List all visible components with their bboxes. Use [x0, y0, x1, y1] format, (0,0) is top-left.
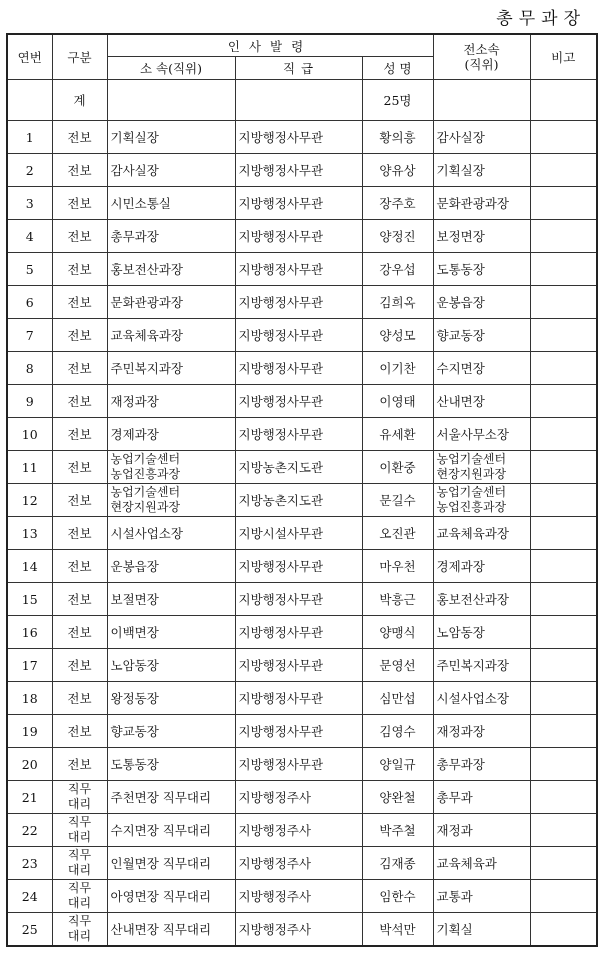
- row-previous: 보정면장: [433, 220, 530, 253]
- row-type: 직무 대리: [52, 781, 107, 814]
- row-name: 이기찬: [362, 352, 433, 385]
- row-grade: 지방행정사무관: [235, 121, 362, 154]
- row-number: 25: [7, 913, 52, 947]
- row-type: 전보: [52, 715, 107, 748]
- col-type-header: 구분: [52, 34, 107, 80]
- row-name: 양유상: [362, 154, 433, 187]
- row-affiliation: 교육체육과장: [107, 319, 235, 352]
- row-type: 전보: [52, 484, 107, 517]
- col-no-header: 연번: [7, 34, 52, 80]
- row-grade: 지방행정주사: [235, 781, 362, 814]
- row-affiliation: 이백면장: [107, 616, 235, 649]
- row-affiliation: 주천면장 직무대리: [107, 781, 235, 814]
- table-row: [7, 814, 597, 847]
- row-type: 전보: [52, 187, 107, 220]
- col-remark-header: 비고: [530, 34, 597, 80]
- total-row: [7, 80, 597, 121]
- row-previous: 문화관광과장: [433, 187, 530, 220]
- row-affiliation: 주민복지과장: [107, 352, 235, 385]
- row-previous: 경제과장: [433, 550, 530, 583]
- table-row: [7, 484, 597, 517]
- row-affiliation: 시설사업소장: [107, 517, 235, 550]
- row-remark: [530, 517, 597, 550]
- row-affiliation: 인월면장 직무대리: [107, 847, 235, 880]
- table-row: [7, 715, 597, 748]
- row-grade: 지방행정사무관: [235, 649, 362, 682]
- personnel-table: [6, 33, 598, 947]
- row-remark: [530, 451, 597, 484]
- row-affiliation: 재정과장: [107, 385, 235, 418]
- row-name: 임한수: [362, 880, 433, 913]
- table-row: [7, 253, 597, 286]
- row-type: 전보: [52, 121, 107, 154]
- row-number: 9: [7, 385, 52, 418]
- table-row: [7, 781, 597, 814]
- row-previous: 기획실: [433, 913, 530, 947]
- col-appointment-header: 인사발령: [107, 34, 433, 57]
- row-affiliation: 총무과장: [107, 220, 235, 253]
- row-number: 15: [7, 583, 52, 616]
- col-previous-header: 전소속 (직위): [433, 34, 530, 80]
- row-affiliation: 노암동장: [107, 649, 235, 682]
- row-type: 전보: [52, 220, 107, 253]
- row-remark: [530, 715, 597, 748]
- row-type: 전보: [52, 319, 107, 352]
- row-grade: 지방행정사무관: [235, 682, 362, 715]
- col-name-header: 성 명: [362, 57, 433, 80]
- row-type: 전보: [52, 352, 107, 385]
- table-row: [7, 451, 597, 484]
- row-name: 유세환: [362, 418, 433, 451]
- row-number: 13: [7, 517, 52, 550]
- row-name: 김희옥: [362, 286, 433, 319]
- row-previous: 농업기술센터 농업진흥과장: [433, 484, 530, 517]
- table-row: [7, 616, 597, 649]
- row-type: 직무 대리: [52, 913, 107, 947]
- row-number: 12: [7, 484, 52, 517]
- table-row: [7, 748, 597, 781]
- row-number: 10: [7, 418, 52, 451]
- row-previous: 총무과: [433, 781, 530, 814]
- row-type: 전보: [52, 286, 107, 319]
- row-number: 6: [7, 286, 52, 319]
- row-type: 전보: [52, 418, 107, 451]
- row-number: 5: [7, 253, 52, 286]
- row-remark: [530, 649, 597, 682]
- table-row: [7, 913, 597, 947]
- row-grade: 지방행정사무관: [235, 385, 362, 418]
- row-name: 김재종: [362, 847, 433, 880]
- table-row: [7, 418, 597, 451]
- row-number: 18: [7, 682, 52, 715]
- table-row: [7, 187, 597, 220]
- row-name: 박석만: [362, 913, 433, 947]
- row-remark: [530, 748, 597, 781]
- row-number: 7: [7, 319, 52, 352]
- row-type: 전보: [52, 253, 107, 286]
- table-row: [7, 583, 597, 616]
- row-number: 21: [7, 781, 52, 814]
- row-name: 박흥근: [362, 583, 433, 616]
- row-name: 이영태: [362, 385, 433, 418]
- row-grade: 지방행정사무관: [235, 220, 362, 253]
- row-remark: [530, 187, 597, 220]
- row-type: 직무 대리: [52, 847, 107, 880]
- row-name: 장주호: [362, 187, 433, 220]
- department-title: 총무과장: [496, 9, 586, 29]
- row-name: 양맹식: [362, 616, 433, 649]
- row-number: 16: [7, 616, 52, 649]
- row-grade: 지방행정주사: [235, 913, 362, 947]
- row-grade: 지방행정사무관: [235, 154, 362, 187]
- row-previous: 주민복지과장: [433, 649, 530, 682]
- row-type: 전보: [52, 385, 107, 418]
- row-remark: [530, 913, 597, 947]
- table-row: [7, 352, 597, 385]
- row-grade: 지방행정사무관: [235, 319, 362, 352]
- row-remark: [530, 121, 597, 154]
- row-grade: 지방행정사무관: [235, 583, 362, 616]
- row-affiliation: 기획실장: [107, 121, 235, 154]
- row-name: 양정진: [362, 220, 433, 253]
- row-previous: 도통동장: [433, 253, 530, 286]
- table-row: [7, 682, 597, 715]
- row-grade: 지방행정사무관: [235, 616, 362, 649]
- row-grade: 지방시설사무관: [235, 517, 362, 550]
- col-grade-header: 직 급: [235, 57, 362, 80]
- row-type: 전보: [52, 649, 107, 682]
- row-affiliation: 왕정동장: [107, 682, 235, 715]
- row-type: 전보: [52, 583, 107, 616]
- row-previous: 노암동장: [433, 616, 530, 649]
- row-remark: [530, 220, 597, 253]
- table-row: [7, 517, 597, 550]
- total-count: 25명: [362, 80, 433, 121]
- row-number: 22: [7, 814, 52, 847]
- row-grade: 지방농촌지도관: [235, 451, 362, 484]
- table-row: [7, 649, 597, 682]
- row-affiliation: 보절면장: [107, 583, 235, 616]
- row-number: 17: [7, 649, 52, 682]
- row-type: 직무 대리: [52, 814, 107, 847]
- row-number: 1: [7, 121, 52, 154]
- row-name: 심만섭: [362, 682, 433, 715]
- row-number: 4: [7, 220, 52, 253]
- row-grade: 지방행정사무관: [235, 550, 362, 583]
- row-grade: 지방행정사무관: [235, 715, 362, 748]
- row-name: 이환중: [362, 451, 433, 484]
- row-remark: [530, 352, 597, 385]
- row-affiliation: 경제과장: [107, 418, 235, 451]
- row-previous: 교육체육과: [433, 847, 530, 880]
- row-type: 직무 대리: [52, 880, 107, 913]
- row-affiliation: 농업기술센터 현장지원과장: [107, 484, 235, 517]
- row-remark: [530, 319, 597, 352]
- row-grade: 지방행정사무관: [235, 418, 362, 451]
- row-remark: [530, 616, 597, 649]
- row-remark: [530, 880, 597, 913]
- row-affiliation: 산내면장 직무대리: [107, 913, 235, 947]
- row-remark: [530, 814, 597, 847]
- row-grade: 지방행정사무관: [235, 352, 362, 385]
- total-label: 계: [52, 80, 107, 121]
- row-remark: [530, 484, 597, 517]
- row-grade: 지방행정주사: [235, 814, 362, 847]
- row-type: 전보: [52, 616, 107, 649]
- row-number: 24: [7, 880, 52, 913]
- row-type: 전보: [52, 748, 107, 781]
- row-previous: 재정과장: [433, 715, 530, 748]
- row-name: 황의흥: [362, 121, 433, 154]
- row-previous: 산내면장: [433, 385, 530, 418]
- row-name: 강우섭: [362, 253, 433, 286]
- table-row: [7, 121, 597, 154]
- row-affiliation: 아영면장 직무대리: [107, 880, 235, 913]
- row-remark: [530, 550, 597, 583]
- row-number: 20: [7, 748, 52, 781]
- table-row: [7, 220, 597, 253]
- row-previous: 농업기술센터 현장지원과장: [433, 451, 530, 484]
- row-remark: [530, 385, 597, 418]
- row-previous: 총무과장: [433, 748, 530, 781]
- row-affiliation: 운봉읍장: [107, 550, 235, 583]
- row-affiliation: 도통동장: [107, 748, 235, 781]
- table-row: [7, 550, 597, 583]
- row-previous: 서울사무소장: [433, 418, 530, 451]
- row-grade: 지방행정사무관: [235, 253, 362, 286]
- row-previous: 감사실장: [433, 121, 530, 154]
- row-previous: 홍보전산과장: [433, 583, 530, 616]
- row-remark: [530, 682, 597, 715]
- table-row: [7, 154, 597, 187]
- row-number: 19: [7, 715, 52, 748]
- row-previous: 시설사업소장: [433, 682, 530, 715]
- row-previous: 수지면장: [433, 352, 530, 385]
- row-remark: [530, 286, 597, 319]
- row-affiliation: 향교동장: [107, 715, 235, 748]
- table-row: [7, 847, 597, 880]
- row-previous: 재정과: [433, 814, 530, 847]
- row-previous: 향교동장: [433, 319, 530, 352]
- row-name: 양완철: [362, 781, 433, 814]
- row-affiliation: 농업기술센터 농업진흥과장: [107, 451, 235, 484]
- row-name: 양일규: [362, 748, 433, 781]
- row-previous: 운봉읍장: [433, 286, 530, 319]
- row-grade: 지방행정사무관: [235, 187, 362, 220]
- table-row: [7, 319, 597, 352]
- row-affiliation: 문화관광과장: [107, 286, 235, 319]
- row-number: 3: [7, 187, 52, 220]
- row-number: 8: [7, 352, 52, 385]
- row-remark: [530, 847, 597, 880]
- row-name: 문길수: [362, 484, 433, 517]
- row-name: 문영선: [362, 649, 433, 682]
- row-type: 전보: [52, 154, 107, 187]
- row-remark: [530, 418, 597, 451]
- row-type: 전보: [52, 550, 107, 583]
- row-grade: 지방행정사무관: [235, 286, 362, 319]
- row-remark: [530, 583, 597, 616]
- row-name: 마우천: [362, 550, 433, 583]
- row-grade: 지방행정사무관: [235, 748, 362, 781]
- row-affiliation: 수지면장 직무대리: [107, 814, 235, 847]
- row-name: 박주철: [362, 814, 433, 847]
- row-remark: [530, 781, 597, 814]
- col-affiliation-header: 소 속(직위): [107, 57, 235, 80]
- table-row: [7, 880, 597, 913]
- row-name: 양성모: [362, 319, 433, 352]
- row-grade: 지방행정주사: [235, 847, 362, 880]
- row-previous: 교육체육과장: [433, 517, 530, 550]
- row-grade: 지방행정주사: [235, 880, 362, 913]
- row-remark: [530, 154, 597, 187]
- row-affiliation: 홍보전산과장: [107, 253, 235, 286]
- row-previous: 교통과: [433, 880, 530, 913]
- row-affiliation: 감사실장: [107, 154, 235, 187]
- row-affiliation: 시민소통실: [107, 187, 235, 220]
- row-type: 전보: [52, 682, 107, 715]
- row-number: 23: [7, 847, 52, 880]
- row-remark: [530, 253, 597, 286]
- row-number: 2: [7, 154, 52, 187]
- row-number: 11: [7, 451, 52, 484]
- row-grade: 지방농촌지도관: [235, 484, 362, 517]
- row-previous: 기획실장: [433, 154, 530, 187]
- row-name: 오진관: [362, 517, 433, 550]
- table-row: [7, 286, 597, 319]
- table-row: [7, 385, 597, 418]
- row-number: 14: [7, 550, 52, 583]
- row-type: 전보: [52, 517, 107, 550]
- row-type: 전보: [52, 451, 107, 484]
- row-name: 김영수: [362, 715, 433, 748]
